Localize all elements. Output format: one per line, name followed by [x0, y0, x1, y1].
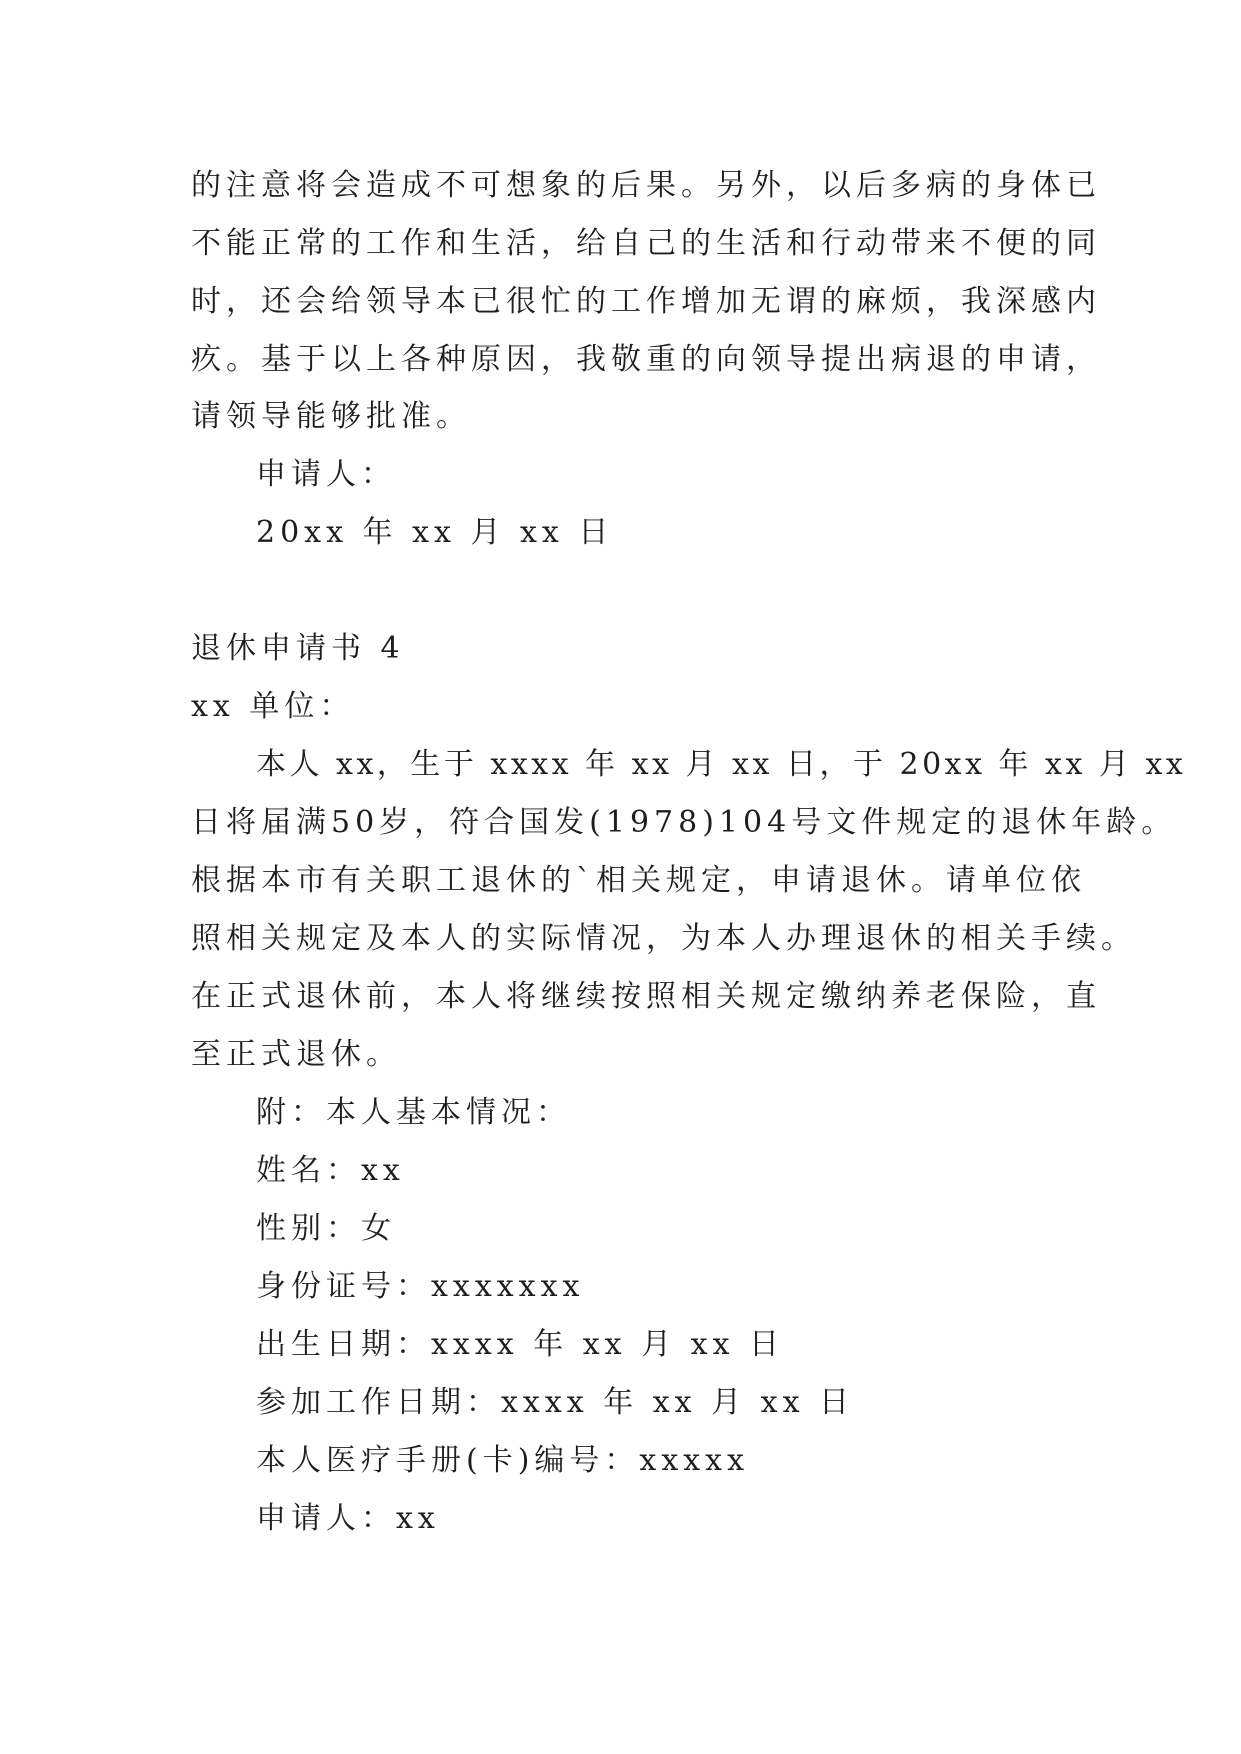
body-line: 照相关规定及本人的实际情况，为本人办理退休的相关手续。 — [191, 921, 1136, 956]
body-line: 至正式退休。 — [191, 1037, 401, 1072]
signature-date: 20xx 年 xx 月 xx 日 — [256, 515, 614, 550]
paragraph-line: 时，还会给领导本已很忙的工作增加无谓的麻烦，我深感内 — [191, 284, 1101, 319]
addressee: xx 单位： — [191, 689, 355, 724]
paragraph-line: 疚。基于以上各种原因，我敬重的向领导提出病退的申请， — [191, 342, 1101, 377]
body-line: 本人 xx，生于 xxxx 年 xx 月 xx 日，于 20xx 年 xx 月 xx — [256, 747, 1187, 782]
paragraph-line: 的注意将会造成不可想象的后果。另外，以后多病的身体已 — [191, 168, 1101, 203]
field-gender: 性别：女 — [256, 1211, 396, 1246]
field-applicant: 申请人：xx — [256, 1501, 440, 1536]
field-birth-date: 出生日期：xxxx 年 xx 月 xx 日 — [256, 1327, 785, 1362]
section-title: 退休申请书 4 — [191, 631, 405, 666]
paragraph-line: 不能正常的工作和生活，给自己的生活和行动带来不便的同 — [191, 226, 1101, 261]
field-medical-card-number: 本人医疗手册(卡)编号：xxxxx — [256, 1443, 750, 1478]
attachment-title: 附：本人基本情况： — [256, 1095, 571, 1130]
field-name: 姓名：xx — [256, 1153, 405, 1188]
body-line: 在正式退休前，本人将继续按照相关规定缴纳养老保险，直 — [191, 979, 1101, 1014]
body-line: 根据本市有关职工退休的`相关规定，申请退休。请单位依 — [191, 863, 1086, 898]
paragraph-line: 请领导能够批准。 — [191, 399, 471, 434]
field-id-number: 身份证号：xxxxxxx — [256, 1269, 585, 1304]
body-line: 日将届满50岁，符合国发(1978)104号文件规定的退休年龄。 — [191, 805, 1177, 840]
signature-label: 申请人： — [256, 457, 396, 492]
field-work-start-date: 参加工作日期：xxxx 年 xx 月 xx 日 — [256, 1385, 855, 1420]
